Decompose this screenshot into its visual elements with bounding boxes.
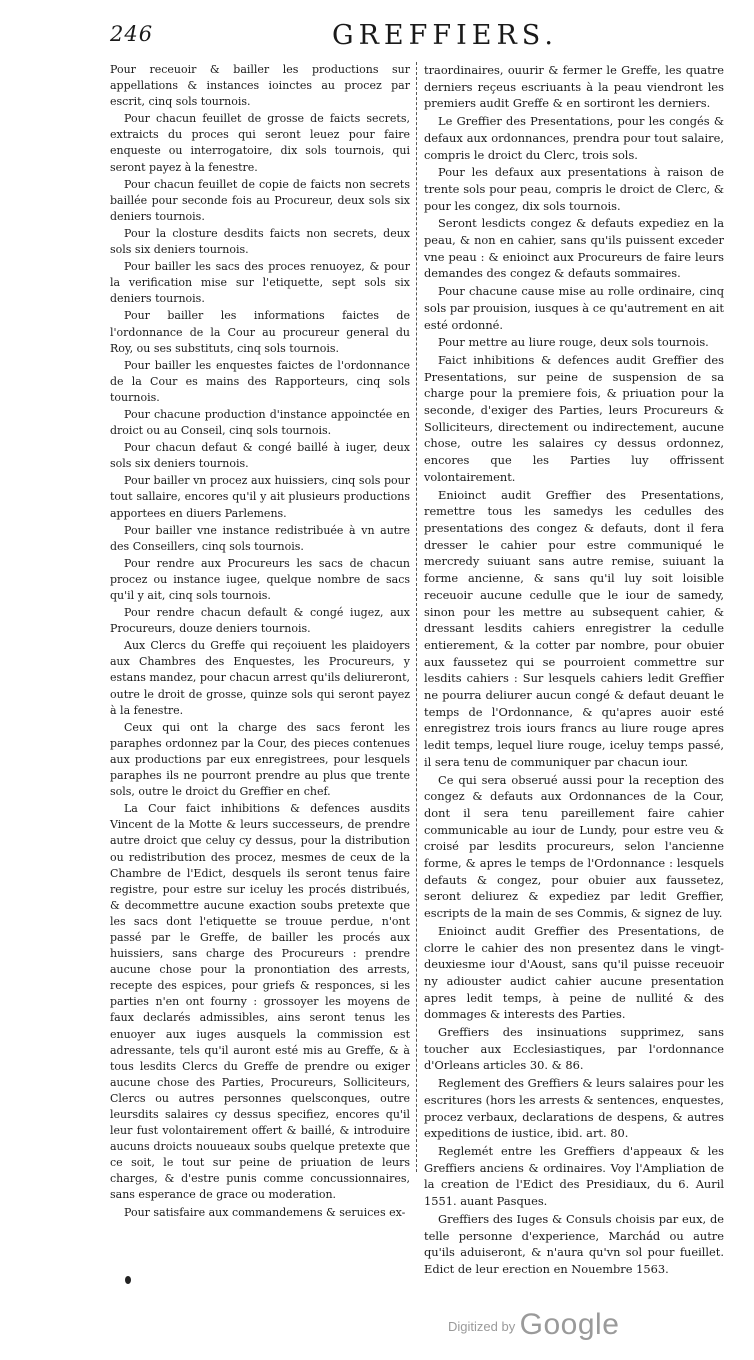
left-column	[110, 62, 410, 1222]
right-column	[424, 62, 724, 1279]
column-divider	[416, 62, 417, 1172]
running-title: GREFFIERS.	[332, 20, 558, 51]
paragraph: Pour chacune cause mise au rolle ordinaire, cinq sols par prouision, iusques à ce qu'autrement en ait esté ordonné.	[424, 284, 724, 332]
paragraph: Pour bailler vn procez aux huissiers, cinq sols pour tout sallaire, encores qu'il y ait plusieurs productions apportees en diuers Parlemens.	[110, 474, 410, 520]
paragraph: Pour bailler vne instance redistribuée à vn autre des Conseillers, cinq sols tournois.	[110, 523, 410, 553]
paragraph: Reglement des Greffiers & leurs salaires pour les escritures (hors les arrests & sentences, enquestes, procez verbaux, declarations de despens, & autres expeditions de iustice, ibid. art. 80.	[424, 1076, 724, 1141]
paragraph: Greffiers des Iuges & Consuls choisis par eux, de telle personne d'experience, Marchád ou autre qu'ils aduiseront, & n'aura qu'vn sol pour fueillet. Edict de leur erection en Nouembre 1563.	[424, 1211, 724, 1276]
paragraph: Ceux qui ont la charge des sacs feront les paraphes ordonnez par la Cour, des pieces contenues aux productions par eux enregistrees, pour lesquels paraphes ils ne pourront prendre au plus que trente sols, outre le droict du Greffier en chef.	[110, 720, 410, 799]
page-number: 246	[110, 22, 154, 46]
ink-spot	[125, 1276, 131, 1284]
paragraph: Pour la closture desdits faicts non secrets, deux sols six deniers tournois.	[110, 226, 410, 257]
paragraph: Faict inhibitions & defences audit Greffier des Presentations, sur peine de suspension de sa charge pour la premiere fois, & priuation pour la seconde, d'exiger des Parties, leurs Procureurs & Solliciteurs, directement ou indirectement, aucune chose, outre les salaires cy dessus ordonnez, encores que les Parties luy offrissent volontairement.	[424, 352, 724, 484]
paragraph: Greffiers des insinuations supprimez, sans toucher aux Ecclesiastiques, par l'ordonnance d'Orleans articles 30. & 86.	[424, 1025, 724, 1073]
paragraph: Aux Clercs du Greffe qui reçoiuent les plaidoyers aux Chambres des Enquestes, les Procureurs, y estans mandez, pour chacun arrest qu'ils deliureront, outre le droit de grosse, quinze sols qui seront payez à la fenestre.	[110, 639, 410, 717]
paragraph: Pour chacun feuillet de copie de faicts non secrets baillée pour seconde fois au Procureur, deux sols six deniers tournois.	[110, 177, 410, 223]
paragraph: Seront lesdicts congez & defauts expediez en la peau, & non en cahier, sans qu'ils puissent exceder vne peau : & enioinct aux Procureurs de faire leurs demandes des congez & defauts sommaires.	[424, 216, 724, 281]
google-logo: Google	[519, 1308, 620, 1341]
paragraph: Pour satisfaire aux commandemens & seruices ex-	[124, 1205, 406, 1219]
paragraph: Ce qui sera obserué aussi pour la reception des congez & defauts aux Ordonnances de la Cour, dont il sera tenu pareillement faire cahier communicable au iour de Lundy, pour estre veu & croisé par lesdits procureurs, selon l'ancienne forme, & apres le temps de l'Ordonnance : lesquels defauts & congez, pour obuier aux faussetez, seront deliurez & expediez par ledit Greffier, escripts de la main de ses Commis, & signez de luy.	[424, 772, 724, 921]
paragraph: Pour mettre au liure rouge, deux sols tournois.	[438, 335, 709, 350]
digitized-by-google-watermark	[448, 1308, 619, 1342]
paragraph: Reglemét entre les Greffiers d'appeaux & les Greffiers anciens & ordinaires. Voy l'Ampliation de la creation de l'Edict des Presidiaux, du 6. Auril 1551. auant Pasques.	[424, 1144, 724, 1209]
paragraph: Enioinct audit Greffier des Presentations, remettre tous les samedys les cedulles des presentations des congez & defauts, dont il fera dresser le cahier pour estre communiqué le mercredy suiuant sans autre remise, suiuant la forme ancienne, & sans qu'il luy soit loisible receuoir aucune cedulle que le iour de samedy, sinon pour les mettre au subsequent cahier, & dressant lesdits cahiers enregistrer la cedulle entierement, & la cotter par nombre, pour obuier aux faussetez qui se pourroient commettre sur lesdits cahiers : Sur lesquels cahiers ledit Greffier ne pourra deliurer aucun congé & defaut deuant le temps de l'Ordonnance, & qu'apres auoir esté enregistrez trois iours francs au liure rouge apres ledit temps, lequel liure rouge, iceluy temps passé, il sera tenu de communiquer par chacun iour.	[424, 487, 724, 769]
paragraph: Pour bailler les informations faictes de l'ordonnance de la Cour au procureur general du Roy, ou ses substituts, cinq sols tournois.	[110, 309, 410, 355]
page-header	[110, 22, 630, 58]
paragraph: traordinaires, ouurir & fermer le Greffe, les quatre derniers reçeus escriuants à la peau viendront les premiers audit Greffe & en sortiront les derniers.	[424, 63, 724, 111]
paragraph: Pour chacun defaut & congé baillé à iuger, deux sols six deniers tournois.	[110, 441, 410, 471]
paragraph: Le Greffier des Presentations, pour les congés & defaux aux ordonnances, prendra pour tout salaire, compris le droict du Clerc, trois sols.	[424, 114, 724, 162]
paragraph: La Cour faict inhibitions & defences ausdits Vincent de la Motte & leurs successeurs, de prendre autre droict que celuy cy dessus, pour la distribution ou redistribution des procez, mesmes de ceux de la Chambre de l'Edict, desquels ils seront tenus faire registre, pour estre sur iceluy les procés distribués, & decommettre aucune exaction soubs pretexte que les sacs dont l'etiquette se trouue perdue, n'ont passé par le Greffe, de bailler les procés aux huissiers, sans charge des Procureurs : prendre aucune chose pour la pronontiation des arrests, recepte des espices, pour griefs & responces, si les parties n'en ont fourny : grossoyer les moyens de faux declarés admissibles, ains seront tenus les enuoyer aux iuges ausquels la commission est adressante, tels qu'il auront esté mis au Greffe, & à tous lesdits Clercs du Greffe de prendre ou exiger aucune chose des Parties, Procureurs, Solliciteurs, Clercs ou autres personnes quelsconques, outre leursdits salaires cy dessus specifiez, encores qu'il leur fust volontairement offert & baillé, & introduire aucuns droicts nouueaux soubs quelque pretexte que ce soit, le tout sur peine de priuation de leurs charges, & d'estre punis comme concussionnaires, sans esperance de grace ou moderation.	[110, 802, 410, 1202]
paragraph: Pour bailler les enquestes faictes de l'ordonnance de la Cour es mains des Rapporteurs, cinq sols tournois.	[110, 358, 410, 404]
paragraph: Pour rendre aux Procureurs les sacs de chacun procez ou instance iugee, quelque nombre de sacs qu'il y ait, cinq sols tournois.	[110, 556, 410, 602]
paragraph: Pour receuoir & bailler les productions sur appellations & instances ioinctes au procez par escrit, cinq sols tournois.	[110, 63, 410, 109]
paragraph: Pour les defaux aux presentations à raison de trente sols pour peau, compris le droict de Clerc, & pour les congez, dix sols tournois.	[424, 165, 724, 213]
watermark-prefix: Digitized by	[448, 1319, 516, 1334]
paragraph: Pour chacune production d'instance appoinctée en droict ou au Conseil, cinq sols tournois.	[110, 407, 410, 438]
paragraph: Pour chacun feuillet de grosse de faicts secrets, extraicts du proces qui seront leuez pour faire enqueste ou interrogatoire, dix sols tournois, qui seront payez à la fenestre.	[110, 112, 410, 174]
paragraph: Pour bailler les sacs des proces renuoyez, & pour la verification mise sur l'etiquette, sept sols six deniers tournois.	[110, 260, 410, 306]
paragraph: Enioinct audit Greffier des Presentations, de clorre le cahier des non presentez dans le vingt-deuxiesme iour d'Aoust, sans qu'il puisse receuoir ny adiouster audict cahier aucune presentation apres ledit temps, à peine de nullité & des dommages & interests des Parties.	[424, 923, 724, 1022]
paragraph: Pour rendre chacun default & congé iugez, aux Procureurs, douze deniers tournois.	[110, 606, 410, 636]
